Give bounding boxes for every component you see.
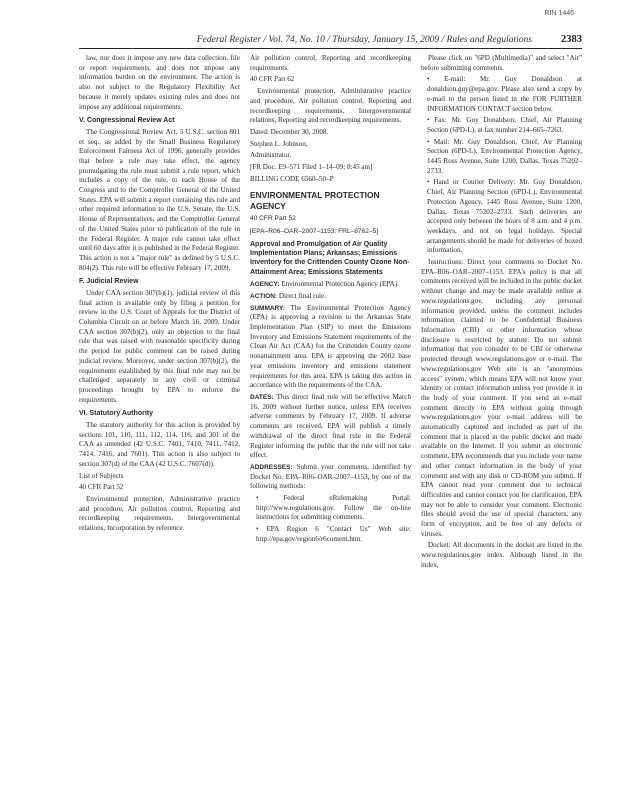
paragraph: 40 CFR Part 62 <box>250 75 295 84</box>
labeled-paragraph <box>250 292 411 302</box>
column-middle <box>250 54 411 547</box>
labeled-paragraph <box>250 280 411 290</box>
labeled-paragraph <box>250 393 411 461</box>
paragraph-label: DATES: <box>250 393 274 401</box>
paragraph: Under CAA section 307(b)(1), judicial review of this final action is available only by filing a petition for review in the U.S. Court of Appeals for the District of Columbia Circuit on or before March 16, 2009. Under CAA section 307(b)(2), only an objection to the final rule that was raised with reasonable specificity during the period for public comment can be raised during judicial review. Moreover, under section 307(b)(2), the requirements established by this final rule may not be challenged separately in any civil or criminal proceedings brought by EPA to enforce the requirements. <box>79 288 240 404</box>
paragraph: Docket: All documents in the docket are listed in the www.regulations.gov index. Although listed in the index, <box>421 541 582 569</box>
paragraph: Environmental protection, Administrative practice and procedure, Air pollution control, Reporting and recordkeeping requirements, Intergovernmental relations, Reporting and recordkeeping requirements. <box>250 87 411 125</box>
paragraph: 40 CFR Part 52 <box>79 483 124 492</box>
paragraph-text: Environmental Protection Agency (EPA). <box>281 280 399 289</box>
paragraph-text: Submit your comments, identified by Docket No. EPA–R06–OAR–2007–1153, by one of the following methods: <box>250 462 411 491</box>
document-stamp: RIN 1446 <box>544 10 574 17</box>
bullet-item: • E-mail: Mr. Guy Donaldson at donaldson.guy@epa.gov. Please also send a copy by e-mail to the person listed in the FOR FURTHER INFORMATION CONTACT section below. <box>427 75 582 113</box>
paragraph-label: AGENCY: <box>250 281 280 289</box>
bullet-item: • EPA Region 6 "Contact Us" Web site: http://epa.gov/region6/r6coment.htm. <box>256 525 411 543</box>
paragraph: Environmental protection, Administrative practice and procedure, Air pollution control, Reporting and recordkeeping requirements, Intergovernmental relations, Incorporation by reference. <box>79 494 240 533</box>
paragraph: BILLING CODE 6560–50–P <box>250 174 334 183</box>
docket-line: [EPA–R06–OAR–2007–1153; FRL–8762–5] <box>250 228 379 236</box>
paragraph: Instructions: Direct your comments to Docket No. EPA–R06–OAR–2007–1153. EPA's policy is that all comments received will be included in the public docket without change and may be made available online at www.regulations.gov, including any personal information provided, unless the comment includes information claimed to be Confidential Business Information (CBI) or other information whose disclosure is restricted by statute. Do not submit information that you consider to be CBI or otherwise protected through www.regulations.gov or e-mail. The www.regulations.gov Web site is an "anonymous access" system, which means EPA will not know your identity or contact information unless you provide it in the body of your comment. If you send an e-mail comment directly to EPA without going through www.regulations.gov your e-mail address will be automatically captured and included as part of the comment that is placed in the public docket and made available on the Internet. If you submit an electronic comment, EPA recommends that you include your name and other contact information in the body of your comment and with any disk or CD-ROM you submit. If EPA cannot read your comment due to technical difficulties and cannot contact you for clarification, EPA may not be able to consider your comment. Electronic files should avoid the use of special characters, any form of encryption, and be free of any defects or viruses. <box>421 258 582 538</box>
bullet-item: • Mail: Mr. Guy Donaldson, Chief, Air Planning Section (6PD-L), Environmental Protection Agency, 1445 Ross Avenue, Suite 1200, Dallas, Texas 75202–2733. <box>427 137 582 175</box>
page-number: 2383 <box>561 34 582 45</box>
docket-line: 40 CFR Part 52 <box>250 215 296 223</box>
rule-title: Approval and Promulgation of Air Quality Implementation Plans; Arkansas; Emissions Inventory for the Crittenden County Ozone Non-Attainment Area; Emissions Statements <box>250 240 410 276</box>
paragraph: Dated: December 30, 2008. <box>250 127 329 136</box>
section-heading: V. Congressional Review Act <box>79 117 175 125</box>
paragraph: List of Subjects <box>79 471 124 480</box>
section-heading: F. Judicial Review <box>79 278 139 286</box>
paragraph-text: Direct final rule. <box>278 291 326 300</box>
paragraph-label: ADDRESSES: <box>250 463 293 471</box>
paragraph: Stephen L. Johnson, <box>250 139 308 148</box>
column-left <box>79 54 240 536</box>
bullet-item: • Fax: Mr. Guy Donaldson, Chief, Air Planning Section (6PD-L), at fax number 214–665–7263. <box>427 116 582 134</box>
page-header <box>79 34 582 49</box>
paragraph-label: SUMMARY: <box>250 304 286 312</box>
paragraph: [FR Doc. E9–571 Filed 1–14–09; 8:45 am] <box>250 163 373 172</box>
paragraph-text: The Environmental Protection Agency (EPA) is approving a revision to the Arkansas State Implementation Plan (SIP) to meet the Emissions Inventory and Emissions Statement requirements of the Clean Air Act (CAA) for the Crittenden County ozone nonattainment area. EPA is approving the 2002 base year emissions inventory and emissions statement requirements for this area. EPA is taking this action in accordance with the requirements of the CAA. <box>250 303 411 390</box>
paragraph: The statutory authority for this action is provided by sections 101, 110, 111, 112, 114, 116, and 301 of the CAA as amended (42 U.S.C. 7401, 7410, 7411, 7412, 7414, 7416, and 7601). This action is also subject to section 307(d) of the CAA (42 U.S.C. 7607(d)). <box>79 420 240 468</box>
paragraph: law, nor does it impose any new data collection, file or report requirements, and does not impose any information burden on the environment. The action is also not subject to the Regulatory Flexibility Act because it merely updates existing rules and does not impose any additional requirements. <box>79 54 240 111</box>
paragraph: Air pollution control, Reporting and recordkeeping requirements. <box>250 54 411 72</box>
paragraph: The Congressional Review Act, 5 U.S.C. section 801 et seq., as added by the Small Business Regulatory Enforcement Fairness Act of 1996, generally provides that before a rule may take effect, the agency promulgating the rule must submit a rule report, which includes a copy of the rule, to each House of the Congress and to the Comptroller General of the United States. EPA will submit a report containing this rule and other required information to the U.S. Senate, the U.S. House of Representatives, and the Comptroller General of the United States prior to publication of the rule in the Federal Register. A major rule cannot take effect until 60 days after it is published in the Federal Register. This action is not a "major rule" as defined by 5 U.S.C. 804(2). This rule will be effective February 17, 2009. <box>79 127 240 272</box>
paragraph-label: ACTION: <box>250 292 278 300</box>
bullet-item: • Federal eRulemaking Portal: http://www.regulations.gov. Follow the on-line instructions for submitting comments. <box>256 494 411 522</box>
column-right <box>421 54 582 573</box>
paragraph: Please click on "6PD (Multimedia)" and select "Air" before submitting comments. <box>421 54 582 72</box>
labeled-paragraph <box>250 304 411 391</box>
bullet-item: • Hand or Courier Delivery: Mr. Guy Donaldson, Chief, Air Planning Section (6PD-L), Environmental Protection Agency, 1445 Ross Avenue, Suite 1200, Dallas, Texas 75202–2733. Such deliveries are accepted only between the hours of 8 a.m. and 4 p.m. weekdays, and not on legal holidays. Special arrangements should be made for deliveries of boxed information. <box>427 178 582 255</box>
section-heading: VI. Statutory Authority <box>79 410 154 418</box>
agency-heading: ENVIRONMENTAL PROTECTION AGENCY <box>250 190 380 211</box>
paragraph: Administrator. <box>250 151 292 160</box>
paragraph-text: This direct final rule will be effective March 16, 2009 without further notice, unless EPA receives adverse comments by February 17, 2009. If adverse comments are received, EPA will publish a timely withdrawal of the direct final rule in the Federal Register informing the public that the rule will not take effect. <box>250 392 411 460</box>
labeled-paragraph <box>250 463 411 492</box>
header-title: Federal Register / Vol. 74, No. 10 / Thursday, January 15, 2009 / Rules and Regulations <box>196 35 532 45</box>
